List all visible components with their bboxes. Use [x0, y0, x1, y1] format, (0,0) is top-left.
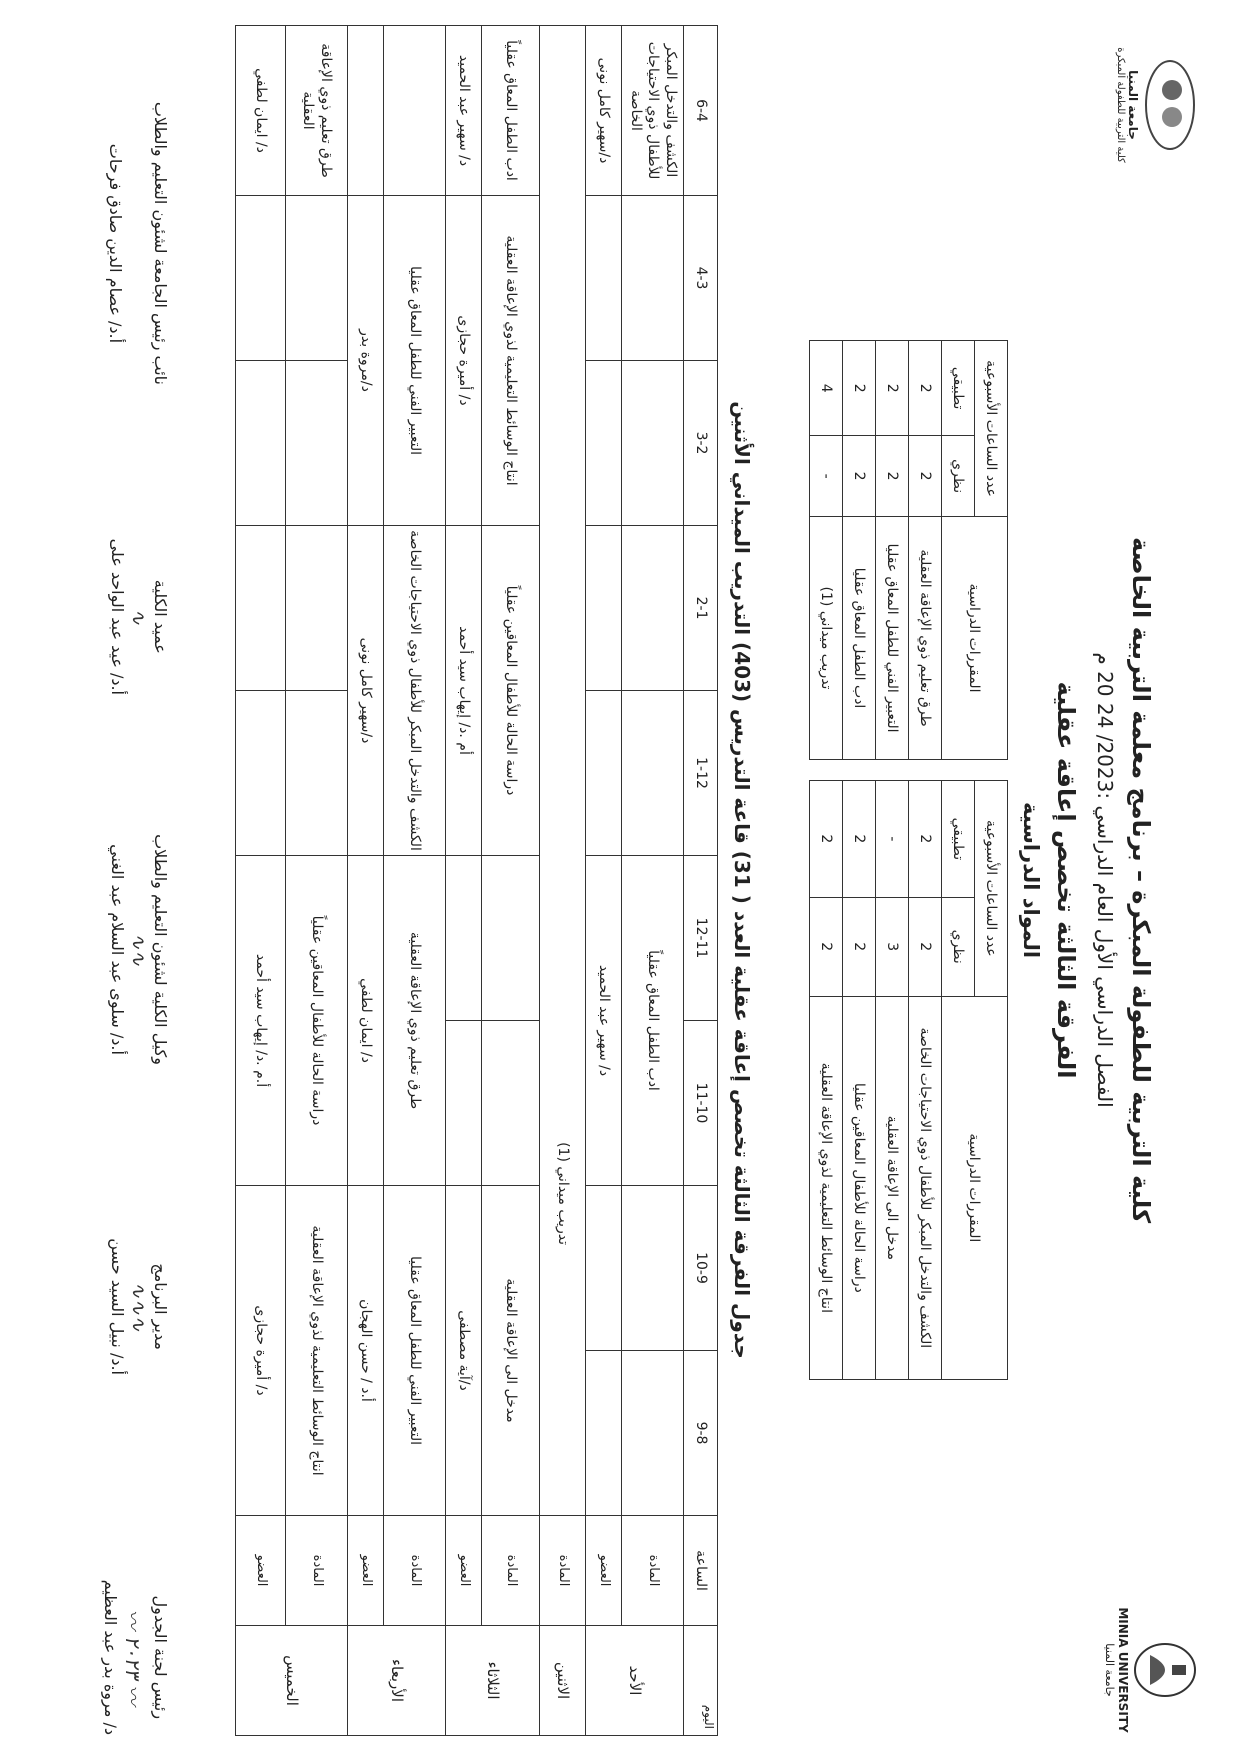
- course-theory: -: [810, 436, 843, 517]
- courses-table-left: [809, 340, 1008, 760]
- course-practical: 4: [810, 341, 843, 436]
- signature-name: أ.د/ عيد عبد الواحد على: [108, 538, 127, 695]
- table-row: [810, 341, 843, 760]
- course-name: التعبير الفني للطفل المعاق عقليا: [876, 516, 909, 759]
- instructor-cell: د/ أميرة حجازى: [236, 1186, 286, 1516]
- schedule-title: جدول الفرقة الثالثة تخصص إعاقة عقلية العدد ( 31) قاعة التدريس (403) التدريب الميداني الأثنين: [730, 401, 754, 1359]
- signature-role: عميد الكلية: [151, 579, 170, 654]
- period-header: 3-2: [684, 361, 718, 526]
- member-label: العضو: [236, 1516, 286, 1626]
- period-header: 6-4: [684, 26, 718, 196]
- course-practical: -: [876, 781, 909, 898]
- member-label: العضو: [348, 1516, 384, 1626]
- faculty-line: كلية التربية للطفولة المبكرة – برنامج معلمة التربية الخاصة: [1127, 536, 1155, 1224]
- faculty-emblem-icon: [1140, 55, 1200, 155]
- table-row: [810, 781, 843, 1380]
- signature-name: أ.د/ عصام الدين صادق فرحات: [106, 143, 125, 344]
- table-row: [384, 26, 446, 1736]
- day-tuesday: الثلاثاء: [446, 1626, 540, 1736]
- instructor-cell: د/ سهير عبد الحميد: [586, 856, 622, 1186]
- table-row: [909, 781, 942, 1380]
- day-sunday: الأحد: [586, 1626, 684, 1736]
- instructor-cell: د/ ايمان لطفي: [236, 26, 286, 196]
- schedule-cell: مدخل الى الإعاقة العقلية: [482, 1186, 540, 1516]
- course-practical: 2: [843, 781, 876, 898]
- course-practical: 2: [909, 781, 942, 898]
- instructor-cell: د/ سهير عبد الحميد: [446, 26, 482, 196]
- day-column-header: [684, 1626, 718, 1736]
- corner-day-label: اليوم: [702, 1704, 716, 1729]
- schedule-cell: دراسة الحالة للأطفال المعاقين عقلياً: [482, 526, 540, 856]
- course-practical: 2: [876, 341, 909, 436]
- member-label: العضو: [446, 1516, 482, 1626]
- signature-block: [108, 1238, 170, 1375]
- period-header: 2-1: [684, 526, 718, 691]
- handwritten-signature: ∿∿: [127, 932, 151, 967]
- year-line: الفرقة الثالثة تخصص إعاقة عقلية: [1052, 681, 1080, 1079]
- instructor-cell: أ.م .د/ إيهاب سيد أحمد: [236, 856, 286, 1186]
- period-header: 9-8: [684, 1351, 718, 1516]
- course-practical: 2: [810, 781, 843, 898]
- period-header: 10-9: [684, 1186, 718, 1351]
- course-theory: 2: [876, 436, 909, 517]
- university-emblem-icon: [1130, 1635, 1200, 1705]
- schedule-table: [235, 25, 718, 1736]
- course-theory: 2: [909, 897, 942, 996]
- course-name: انتاج الوسائط التعليمية لذوي الإعاقة العقلية: [810, 996, 843, 1379]
- instructor-cell: د/ أميرة حجازى: [446, 196, 482, 526]
- training-label: تدريب ميداني (1): [555, 1142, 572, 1245]
- course-theory: 2: [810, 897, 843, 996]
- signature-role: مدير البرنامج: [151, 1263, 170, 1350]
- courses-header: المقررات الدراسية: [942, 516, 1008, 759]
- signature-block: [108, 539, 170, 695]
- schedule-cell: التعبير الفني للطفل المعاق عقليا: [384, 1186, 446, 1516]
- course-practical: 2: [843, 341, 876, 436]
- subject-label: المادة: [540, 1516, 586, 1626]
- course-name: مدخل الى الإعاقة العقلية: [876, 996, 909, 1379]
- schedule-cell: التعبير الفني للطفل المعاق عقليا: [384, 196, 446, 526]
- theory-header: نظري: [942, 897, 975, 996]
- courses-header: المقررات الدراسية: [942, 996, 1008, 1379]
- faculty-logo-text: جامعة المنيا: [1126, 70, 1140, 140]
- weekly-hours-header: عدد الساعات الأسبوعية: [975, 781, 1008, 997]
- schedule-cell: دراسة الحالة للأطفال المعاقين عقلياً: [286, 856, 348, 1186]
- signature-role: نائب رئيس الجامعة لشئون التعليم والطلاب: [151, 101, 170, 385]
- instructor-cell: أ.د / حسن الهجان: [348, 1186, 384, 1516]
- subject-label: المادة: [384, 1516, 446, 1626]
- instructor-cell: أم .د/ إيهاب سيد أحمد: [446, 526, 482, 856]
- faculty-logo-sub: كلية التربية للطفولة المبكرة: [1115, 47, 1126, 163]
- schedule-cell: طرق تعليم ذوي الإعاقة العقلية: [286, 26, 348, 196]
- day-thursday: الخميس: [236, 1626, 348, 1736]
- signature-block: [106, 102, 170, 385]
- schedule-cell: ادب الطفل المعاق عقلياً: [622, 856, 684, 1186]
- period-header: 11-10: [684, 1021, 718, 1186]
- instructor-cell: د/ ايمان لطفي: [348, 856, 384, 1186]
- table-row: [286, 26, 348, 1736]
- courses-table-right: [809, 780, 1008, 1380]
- subject-label: المادة: [482, 1516, 540, 1626]
- table-row: [482, 26, 540, 1736]
- period-header: 4-3: [684, 196, 718, 361]
- instructor-cell: د/آية مصطفى: [446, 1186, 482, 1516]
- university-name-en: MINIA UNIVERSITY: [1116, 1607, 1130, 1733]
- theory-header: نظري: [942, 436, 975, 517]
- signature-name: أ.د/ نبيل السيد حسن: [108, 1238, 127, 1375]
- university-name-ar: جامعة المنيا: [1103, 1643, 1116, 1697]
- table-row: [540, 26, 586, 1736]
- course-theory: 2: [843, 436, 876, 517]
- course-name: تدريب ميداني (1): [810, 516, 843, 759]
- schedule-cell: انتاج الوسائط التعليمية لذوي الإعاقة العقلية: [286, 1186, 348, 1516]
- table-row: [622, 26, 684, 1736]
- schedule-cell: الكشف والتدخل المبكر للأطفال ذوي الاحتياجات الخاصة: [384, 526, 446, 856]
- signature-name: د/ مروة بدر عبد العظيم: [101, 1579, 120, 1735]
- table-row: [348, 26, 384, 1736]
- table-row: [843, 341, 876, 760]
- schedule-cell: طرق تعليم ذوي الإعاقة العقلية: [384, 856, 446, 1186]
- signature-role: وكيل الكلية لشئون التعليم والطلاب: [151, 834, 170, 1065]
- course-name: دراسة الحالة للأطفال المعاقين عقليا: [843, 996, 876, 1379]
- table-row: [586, 26, 622, 1736]
- schedule-cell: الكشف والتدخل المبكر للأطفال ذوي الاحتياجات الخاصة: [622, 26, 684, 196]
- signature-block: [108, 834, 170, 1065]
- table-row: [446, 26, 482, 1736]
- handwritten-signature: ∿: [127, 608, 151, 626]
- handwritten-signature: ∿∿∿: [127, 1281, 151, 1332]
- course-theory: 2: [909, 436, 942, 517]
- course-name: ادب الطفل المعاق عقليا: [843, 516, 876, 759]
- schedule-cell: ادب الطفل المعاق عقلياً: [482, 26, 540, 196]
- period-header: 1-12: [684, 691, 718, 856]
- subject-label: المادة: [286, 1516, 348, 1626]
- table-row: [843, 781, 876, 1380]
- course-name: الكشف والتدخل المبكر للأطفال ذوي الاحتياجات الخاصة: [909, 996, 942, 1379]
- signature-role: رئيس لجنة الجدول: [151, 1595, 170, 1720]
- practical-header: تطبيقي: [942, 781, 975, 898]
- instructor-cell: د/سهير كامل نونى: [586, 26, 622, 196]
- training-cell: [540, 26, 586, 1516]
- practical-header: تطبيقي: [942, 341, 975, 436]
- subject-label: المادة: [622, 1516, 684, 1626]
- course-theory: 3: [876, 897, 909, 996]
- period-header: 12-11: [684, 856, 718, 1021]
- course-name: طرق تعليم ذوي الإعاقة العقلية: [909, 516, 942, 759]
- signature-block: [101, 1580, 170, 1735]
- instructor-cell: د/سهير كامل نونى: [348, 526, 384, 856]
- course-practical: 2: [909, 341, 942, 436]
- table-row: [876, 781, 909, 1380]
- signature-name: أ.د/ سلوى عبد السلام عبد الغني: [108, 844, 127, 1055]
- day-monday: الاثنين: [540, 1626, 586, 1736]
- schedule-cell: انتاج الوسائط التعليمية لذوي الإعاقة العقلية: [482, 196, 540, 526]
- member-label: العضو: [586, 1516, 622, 1626]
- semester-line: الفصل الدراسي الأول العام الدراسي :2023/ 24 20 م: [1093, 652, 1117, 1108]
- minia-university-logo: [1103, 1600, 1200, 1740]
- day-wednesday: الأربعاء: [348, 1626, 446, 1736]
- hour-column-header: الساعة: [684, 1516, 718, 1626]
- instructor-cell: د/مروة بدر: [348, 196, 384, 526]
- subjects-heading: المواد الدراسية: [1019, 801, 1043, 959]
- table-row: [236, 26, 286, 1736]
- table-row: [909, 341, 942, 760]
- weekly-hours-header: عدد الساعات الأسبوعية: [975, 341, 1008, 517]
- handwritten-signature: 〰 ٢٠٢٣ 〰: [121, 1609, 145, 1706]
- course-theory: 2: [843, 897, 876, 996]
- table-row: [876, 341, 909, 760]
- faculty-logo: [1115, 30, 1200, 180]
